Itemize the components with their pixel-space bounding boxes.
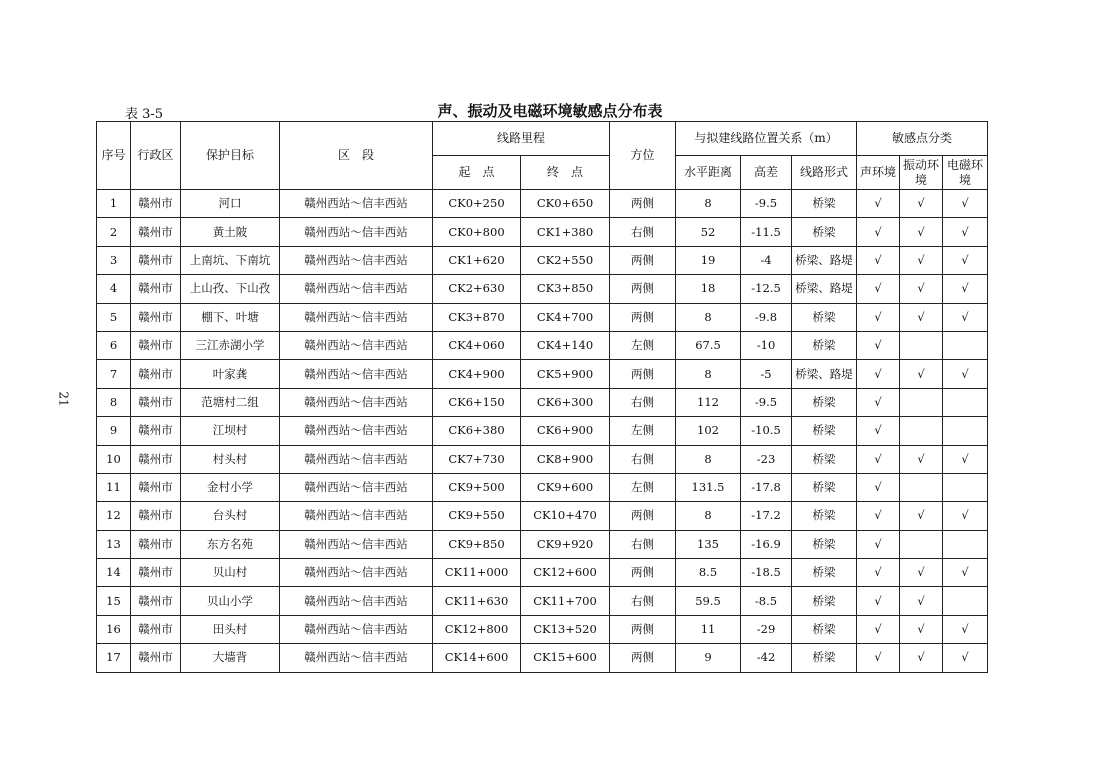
row-sound: √	[857, 331, 900, 359]
row-vibration	[900, 473, 943, 501]
row-vibration: √	[900, 445, 943, 473]
row-emag: √	[943, 190, 988, 218]
row-vibration: √	[900, 360, 943, 388]
row-end: CK3+850	[521, 275, 610, 303]
row-line-form: 桥梁、路堤	[792, 360, 857, 388]
row-emag: √	[943, 303, 988, 331]
header-vibration: 振动环境	[900, 156, 943, 190]
row-number: 5	[97, 303, 131, 331]
row-emag: √	[943, 275, 988, 303]
row-start: CK2+630	[433, 275, 521, 303]
row-end: CK8+900	[521, 445, 610, 473]
row-height-diff: -11.5	[741, 218, 792, 246]
row-height-diff: -12.5	[741, 275, 792, 303]
row-height-diff: -10.5	[741, 417, 792, 445]
row-height-diff: -29	[741, 615, 792, 643]
row-district: 赣州市	[131, 218, 181, 246]
row-end: CK6+900	[521, 417, 610, 445]
row-emag: √	[943, 559, 988, 587]
row-section: 赣州西站～信丰西站	[280, 190, 433, 218]
row-target: 上山孜、下山孜	[181, 275, 280, 303]
row-line-form: 桥梁	[792, 559, 857, 587]
row-district: 赣州市	[131, 644, 181, 672]
row-direction: 两侧	[610, 559, 676, 587]
row-section: 赣州西站～信丰西站	[280, 644, 433, 672]
row-horizontal-distance: 131.5	[676, 473, 741, 501]
row-section: 赣州西站～信丰西站	[280, 275, 433, 303]
row-sound: √	[857, 303, 900, 331]
row-district: 赣州市	[131, 417, 181, 445]
row-target: 大墙背	[181, 644, 280, 672]
header-target: 保护目标	[181, 122, 280, 190]
row-line-form: 桥梁	[792, 473, 857, 501]
row-horizontal-distance: 11	[676, 615, 741, 643]
row-direction: 右侧	[610, 388, 676, 416]
row-start: CK1+620	[433, 246, 521, 274]
row-line-form: 桥梁	[792, 218, 857, 246]
row-number: 9	[97, 417, 131, 445]
page-number: 21	[56, 391, 71, 407]
row-direction: 两侧	[610, 615, 676, 643]
row-sound: √	[857, 360, 900, 388]
row-start: CK0+250	[433, 190, 521, 218]
row-vibration: √	[900, 502, 943, 530]
row-target: 范塘村二组	[181, 388, 280, 416]
row-target: 上南坑、下南坑	[181, 246, 280, 274]
row-number: 12	[97, 502, 131, 530]
row-district: 赣州市	[131, 445, 181, 473]
row-start: CK6+150	[433, 388, 521, 416]
row-direction: 两侧	[610, 275, 676, 303]
table-row	[97, 190, 988, 218]
row-start: CK6+380	[433, 417, 521, 445]
row-emag	[943, 417, 988, 445]
row-line-form: 桥梁	[792, 417, 857, 445]
row-sound: √	[857, 388, 900, 416]
table-row	[97, 502, 988, 530]
row-start: CK11+000	[433, 559, 521, 587]
row-start: CK0+800	[433, 218, 521, 246]
row-height-diff: -8.5	[741, 587, 792, 615]
row-horizontal-distance: 52	[676, 218, 741, 246]
row-direction: 左侧	[610, 473, 676, 501]
header-mileage: 线路里程	[433, 122, 610, 156]
header-sensitive: 敏感点分类	[857, 122, 988, 156]
table-body	[97, 190, 988, 673]
row-direction: 两侧	[610, 360, 676, 388]
row-direction: 左侧	[610, 417, 676, 445]
row-target: 东方名苑	[181, 530, 280, 558]
row-direction: 右侧	[610, 587, 676, 615]
table-row	[97, 388, 988, 416]
row-section: 赣州西站～信丰西站	[280, 303, 433, 331]
table-row	[97, 360, 988, 388]
row-height-diff: -16.9	[741, 530, 792, 558]
row-district: 赣州市	[131, 388, 181, 416]
row-end: CK5+900	[521, 360, 610, 388]
row-horizontal-distance: 59.5	[676, 587, 741, 615]
row-direction: 两侧	[610, 190, 676, 218]
row-section: 赣州西站～信丰西站	[280, 559, 433, 587]
row-target: 台头村	[181, 502, 280, 530]
row-height-diff: -17.2	[741, 502, 792, 530]
row-emag	[943, 530, 988, 558]
row-end: CK1+380	[521, 218, 610, 246]
table-row	[97, 615, 988, 643]
row-horizontal-distance: 67.5	[676, 331, 741, 359]
table-row	[97, 445, 988, 473]
row-vibration: √	[900, 587, 943, 615]
row-target: 黄土陂	[181, 218, 280, 246]
row-end: CK6+300	[521, 388, 610, 416]
row-start: CK9+550	[433, 502, 521, 530]
row-line-form: 桥梁	[792, 190, 857, 218]
row-line-form: 桥梁	[792, 388, 857, 416]
row-horizontal-distance: 9	[676, 644, 741, 672]
row-line-form: 桥梁	[792, 445, 857, 473]
table-row	[97, 275, 988, 303]
row-number: 6	[97, 331, 131, 359]
table-row	[97, 246, 988, 274]
row-district: 赣州市	[131, 473, 181, 501]
row-horizontal-distance: 18	[676, 275, 741, 303]
row-section: 赣州西站～信丰西站	[280, 502, 433, 530]
table-row	[97, 587, 988, 615]
row-end: CK9+600	[521, 473, 610, 501]
row-sound: √	[857, 473, 900, 501]
row-district: 赣州市	[131, 530, 181, 558]
header-direction: 方位	[610, 122, 676, 190]
row-emag	[943, 388, 988, 416]
row-district: 赣州市	[131, 275, 181, 303]
row-horizontal-distance: 8	[676, 360, 741, 388]
row-district: 赣州市	[131, 246, 181, 274]
row-vibration: √	[900, 190, 943, 218]
row-district: 赣州市	[131, 360, 181, 388]
row-emag: √	[943, 246, 988, 274]
row-number: 1	[97, 190, 131, 218]
row-section: 赣州西站～信丰西站	[280, 331, 433, 359]
row-section: 赣州西站～信丰西站	[280, 417, 433, 445]
table-title: 声、振动及电磁环境敏感点分布表	[437, 102, 663, 120]
row-horizontal-distance: 112	[676, 388, 741, 416]
row-target: 棚下、叶塘	[181, 303, 280, 331]
row-end: CK9+920	[521, 530, 610, 558]
row-horizontal-distance: 8.5	[676, 559, 741, 587]
row-line-form: 桥梁	[792, 615, 857, 643]
row-section: 赣州西站～信丰西站	[280, 615, 433, 643]
row-height-diff: -9.5	[741, 388, 792, 416]
sensitive-points-table	[96, 121, 988, 673]
table-row	[97, 331, 988, 359]
row-end: CK15+600	[521, 644, 610, 672]
row-end: CK2+550	[521, 246, 610, 274]
row-target: 田头村	[181, 615, 280, 643]
row-line-form: 桥梁	[792, 303, 857, 331]
row-sound: √	[857, 530, 900, 558]
row-horizontal-distance: 102	[676, 417, 741, 445]
row-direction: 两侧	[610, 502, 676, 530]
row-vibration: √	[900, 559, 943, 587]
row-start: CK9+850	[433, 530, 521, 558]
row-direction: 右侧	[610, 530, 676, 558]
row-horizontal-distance: 8	[676, 190, 741, 218]
row-number: 10	[97, 445, 131, 473]
row-emag: √	[943, 615, 988, 643]
row-direction: 两侧	[610, 644, 676, 672]
row-end: CK11+700	[521, 587, 610, 615]
row-start: CK7+730	[433, 445, 521, 473]
row-number: 16	[97, 615, 131, 643]
row-height-diff: -5	[741, 360, 792, 388]
row-vibration	[900, 331, 943, 359]
row-horizontal-distance: 8	[676, 445, 741, 473]
row-height-diff: -9.8	[741, 303, 792, 331]
row-vibration: √	[900, 644, 943, 672]
row-section: 赣州西站～信丰西站	[280, 530, 433, 558]
row-end: CK13+520	[521, 615, 610, 643]
table-row	[97, 559, 988, 587]
row-number: 15	[97, 587, 131, 615]
row-sound: √	[857, 218, 900, 246]
row-target: 贝山村	[181, 559, 280, 587]
row-number: 13	[97, 530, 131, 558]
row-height-diff: -42	[741, 644, 792, 672]
row-section: 赣州西站～信丰西站	[280, 445, 433, 473]
row-line-form: 桥梁	[792, 587, 857, 615]
row-number: 17	[97, 644, 131, 672]
row-horizontal-distance: 19	[676, 246, 741, 274]
row-number: 2	[97, 218, 131, 246]
header-end: 终 点	[521, 156, 610, 190]
row-sound: √	[857, 190, 900, 218]
row-target: 村头村	[181, 445, 280, 473]
row-emag: √	[943, 644, 988, 672]
row-target: 贝山小学	[181, 587, 280, 615]
row-start: CK14+600	[433, 644, 521, 672]
row-end: CK10+470	[521, 502, 610, 530]
row-direction: 两侧	[610, 246, 676, 274]
row-end: CK12+600	[521, 559, 610, 587]
row-sound: √	[857, 559, 900, 587]
row-district: 赣州市	[131, 615, 181, 643]
row-start: CK4+060	[433, 331, 521, 359]
row-sound: √	[857, 417, 900, 445]
row-height-diff: -4	[741, 246, 792, 274]
row-line-form: 桥梁、路堤	[792, 246, 857, 274]
table-row	[97, 473, 988, 501]
header-h-dist: 水平距离	[676, 156, 741, 190]
row-emag: √	[943, 445, 988, 473]
table-label: 表 3-5	[125, 107, 164, 122]
row-emag: √	[943, 218, 988, 246]
row-target: 江坝村	[181, 417, 280, 445]
row-number: 4	[97, 275, 131, 303]
header-sound: 声环境	[857, 156, 900, 190]
row-emag: √	[943, 360, 988, 388]
row-line-form: 桥梁、路堤	[792, 275, 857, 303]
row-direction: 右侧	[610, 218, 676, 246]
row-height-diff: -18.5	[741, 559, 792, 587]
row-sound: √	[857, 615, 900, 643]
row-number: 7	[97, 360, 131, 388]
row-number: 14	[97, 559, 131, 587]
row-height-diff: -17.8	[741, 473, 792, 501]
row-direction: 左侧	[610, 331, 676, 359]
row-start: CK12+800	[433, 615, 521, 643]
row-start: CK4+900	[433, 360, 521, 388]
row-horizontal-distance: 8	[676, 303, 741, 331]
row-emag: √	[943, 502, 988, 530]
table-row	[97, 530, 988, 558]
row-emag	[943, 587, 988, 615]
row-sound: √	[857, 275, 900, 303]
row-district: 赣州市	[131, 502, 181, 530]
header-start: 起 点	[433, 156, 521, 190]
header-emag: 电磁环境	[943, 156, 988, 190]
row-end: CK4+700	[521, 303, 610, 331]
row-target: 河口	[181, 190, 280, 218]
row-district: 赣州市	[131, 303, 181, 331]
row-number: 3	[97, 246, 131, 274]
row-line-form: 桥梁	[792, 644, 857, 672]
row-sound: √	[857, 246, 900, 274]
row-district: 赣州市	[131, 559, 181, 587]
row-section: 赣州西站～信丰西站	[280, 473, 433, 501]
table-row	[97, 218, 988, 246]
header-district: 行政区	[131, 122, 181, 190]
row-number: 11	[97, 473, 131, 501]
row-district: 赣州市	[131, 190, 181, 218]
row-direction: 两侧	[610, 303, 676, 331]
row-vibration: √	[900, 275, 943, 303]
row-section: 赣州西站～信丰西站	[280, 388, 433, 416]
row-emag	[943, 331, 988, 359]
row-start: CK9+500	[433, 473, 521, 501]
row-end: CK4+140	[521, 331, 610, 359]
row-vibration	[900, 417, 943, 445]
row-height-diff: -23	[741, 445, 792, 473]
row-vibration: √	[900, 303, 943, 331]
row-vibration: √	[900, 218, 943, 246]
row-horizontal-distance: 135	[676, 530, 741, 558]
row-height-diff: -10	[741, 331, 792, 359]
row-sound: √	[857, 445, 900, 473]
row-section: 赣州西站～信丰西站	[280, 218, 433, 246]
row-vibration: √	[900, 246, 943, 274]
row-district: 赣州市	[131, 331, 181, 359]
row-horizontal-distance: 8	[676, 502, 741, 530]
row-line-form: 桥梁	[792, 331, 857, 359]
row-start: CK3+870	[433, 303, 521, 331]
row-number: 8	[97, 388, 131, 416]
header-section: 区 段	[280, 122, 433, 190]
header-seq: 序号	[97, 122, 131, 190]
row-direction: 右侧	[610, 445, 676, 473]
row-end: CK0+650	[521, 190, 610, 218]
row-section: 赣州西站～信丰西站	[280, 587, 433, 615]
row-emag	[943, 473, 988, 501]
table-row	[97, 303, 988, 331]
row-line-form: 桥梁	[792, 502, 857, 530]
row-district: 赣州市	[131, 587, 181, 615]
row-vibration	[900, 530, 943, 558]
header-height: 高差	[741, 156, 792, 190]
row-section: 赣州西站～信丰西站	[280, 360, 433, 388]
row-target: 三江赤湖小学	[181, 331, 280, 359]
row-sound: √	[857, 587, 900, 615]
row-section: 赣州西站～信丰西站	[280, 246, 433, 274]
row-vibration	[900, 388, 943, 416]
row-start: CK11+630	[433, 587, 521, 615]
row-target: 金村小学	[181, 473, 280, 501]
header-line-form: 线路形式	[792, 156, 857, 190]
header-relation: 与拟建线路位置关系（m）	[676, 122, 857, 156]
row-height-diff: -9.5	[741, 190, 792, 218]
row-sound: √	[857, 502, 900, 530]
row-line-form: 桥梁	[792, 530, 857, 558]
row-sound: √	[857, 644, 900, 672]
table-row	[97, 417, 988, 445]
row-target: 叶家龚	[181, 360, 280, 388]
table-row	[97, 644, 988, 672]
row-vibration: √	[900, 615, 943, 643]
